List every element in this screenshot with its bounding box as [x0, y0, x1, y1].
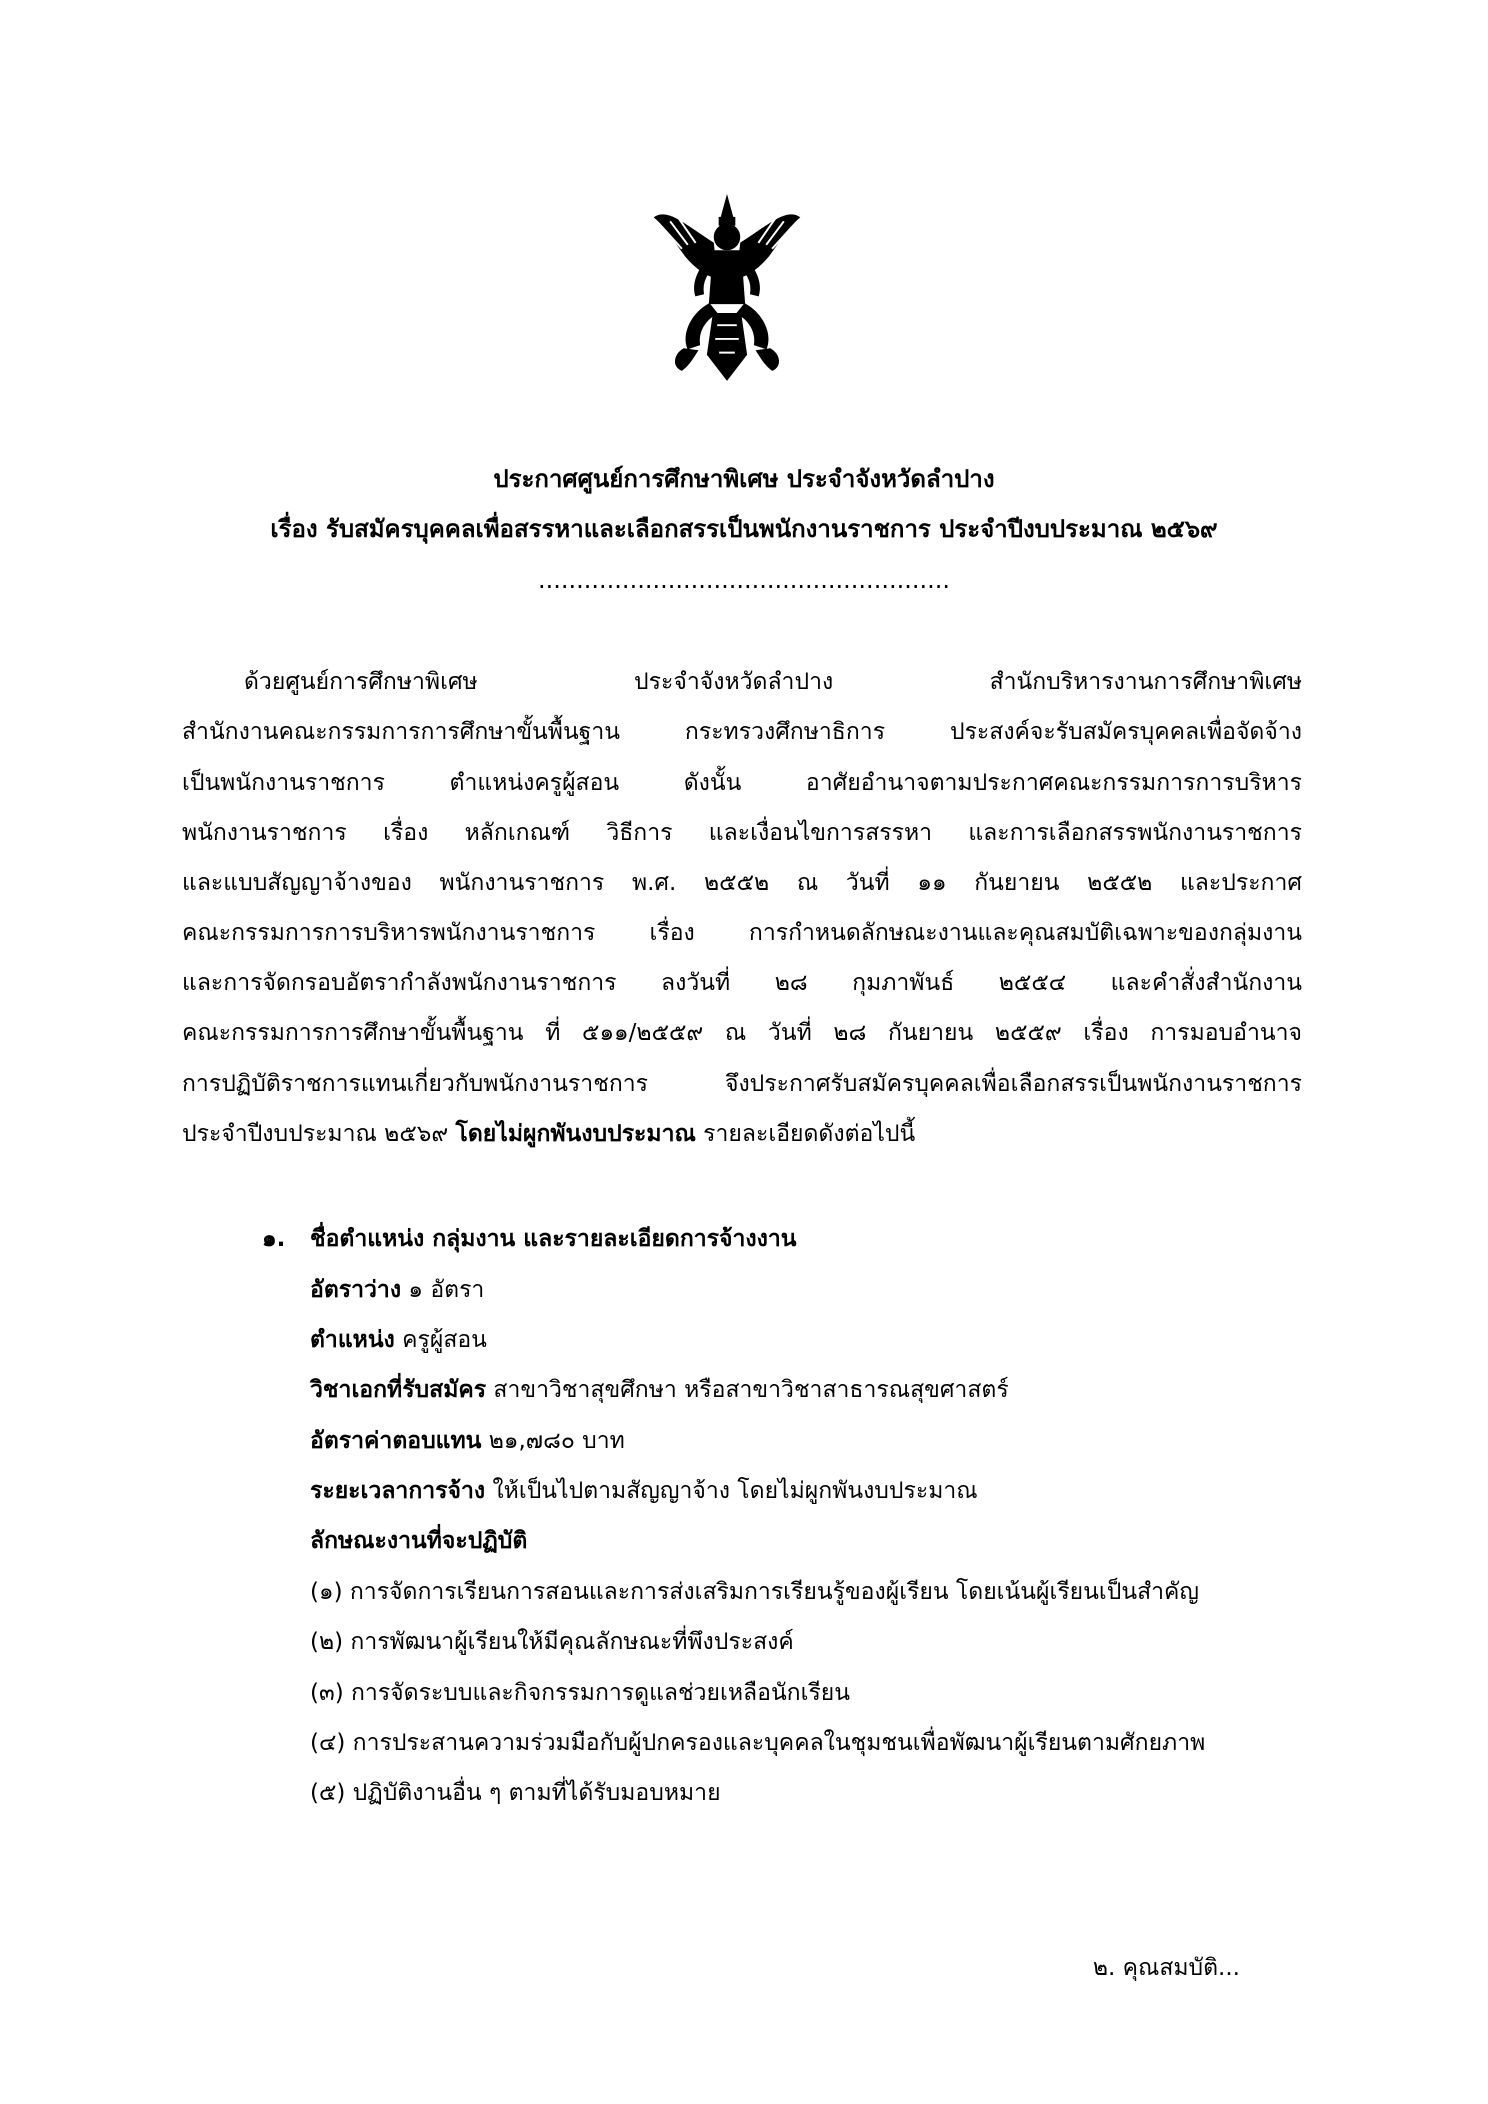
section-1-heading: ชื่อตำแหน่ง กลุ่มงาน และรายละเอียดการจ้างงาน [310, 1226, 797, 1252]
duty-item: (๔) การประสานความร่วมมือกับผู้ปกครองและบุคคลในชุมชนเพื่อพัฒนาผู้เรียนตามศักยภาพ [310, 1730, 1206, 1756]
duration-value: ให้เป็นไปตามสัญญาจ้าง โดยไม่ผูกพันงบประมาณ [485, 1478, 978, 1504]
garuda-emblem-icon [648, 188, 806, 384]
position-label: ตำแหน่ง [310, 1327, 395, 1353]
body-final-prefix: ประจำปีงบประมาณ ๒๕๖๙ [182, 1121, 456, 1147]
vacancy-label: อัตราว่าง [310, 1277, 402, 1303]
title-separator: ...................................................... [538, 566, 950, 594]
body-line: การปฏิบัติราชการแทนเกี่ยวกับพนักงานราชการ จึงประกาศรับสมัครบุคคลเพื่อเลือกสรรเป็นพนักงานราชการ [182, 1071, 1302, 1097]
body-final-bold: โดยไม่ผูกพันงบประมาณ [455, 1121, 696, 1147]
duty-item: (๓) การจัดระบบและกิจกรรมการดูแลช่วยเหลือนักเรียน [310, 1680, 851, 1706]
duty-item: (๑) การจัดการเรียนการสอนและการส่งเสริมการเรียนรู้ของผู้เรียน โดยเน้นผู้เรียนเป็นสำคัญ [310, 1579, 1200, 1605]
body-final-suffix: รายละเอียดดังต่อไปนี้ [695, 1121, 916, 1147]
body-line: คณะกรรมการการศึกษาขั้นพื้นฐาน ที่ ๕๑๑/๒๕๕๙ ณ วันที่ ๒๘ กันยายน ๒๕๕๙ เรื่อง การมอบอำนาจ [182, 1020, 1302, 1046]
duty-item: (๕) ปฏิบัติงานอื่น ๆ ตามที่ได้รับมอบหมาย [310, 1780, 721, 1806]
duration-label: ระยะเวลาการจ้าง [310, 1478, 486, 1504]
body-line: และแบบสัญญาจ้างของ พนักงานราชการ พ.ศ. ๒๕๕๒ ณ วันที่ ๑๑ กันยายน ๒๕๕๒ และประกาศ [182, 870, 1302, 896]
section-1-number: ๑. [262, 1226, 286, 1252]
salary-row [310, 1425, 625, 1457]
body-line: ด้วยศูนย์การศึกษาพิเศษ ประจำจังหวัดลำปาง สำนักบริหารงานการศึกษาพิเศษ [244, 669, 1302, 695]
vacancy-row [310, 1274, 484, 1306]
salary-label: อัตราค่าตอบแทน [310, 1428, 482, 1454]
duty-item: (๒) การพัฒนาผู้เรียนให้มีคุณลักษณะที่พึงประสงค์ [310, 1629, 794, 1655]
body-line: และการจัดกรอบอัตรากำลังพนักงานราชการ ลงวันที่ ๒๘ กุมภาพันธ์ ๒๕๕๔ และคำสั่งสำนักงาน [182, 970, 1302, 996]
major-label: วิชาเอกที่รับสมัคร [310, 1377, 487, 1403]
announcement-title: ประกาศศูนย์การศึกษาพิเศษ ประจำจังหวัดลำปาง [493, 465, 995, 493]
body-line-final [182, 1118, 1302, 1150]
page-continuation: ๒. คุณสมบัติ... [1092, 1955, 1240, 1981]
announcement-subject: เรื่อง รับสมัครบุคคลเพื่อสรรหาและเลือกสรรเป็นพนักงานราชการ ประจำปีงบประมาณ ๒๕๖๙ [270, 515, 1218, 543]
duration-row [310, 1475, 978, 1507]
vacancy-value: ๑ อัตรา [401, 1277, 485, 1303]
salary-value: ๒๑,๗๘๐ บาท [481, 1428, 625, 1454]
position-row [310, 1324, 487, 1356]
major-row [310, 1374, 1009, 1406]
body-line: เป็นพนักงานราชการ ตำแหน่งครูผู้สอน ดังนั้น อาศัยอำนาจตามประกาศคณะกรรมการการบริหาร [182, 770, 1302, 796]
major-value: สาขาวิชาสุขศึกษา หรือสาขาวิชาสาธารณสุขศาสตร์ [486, 1377, 1009, 1403]
body-line: พนักงานราชการ เรื่อง หลักเกณฑ์ วิธีการ และเงื่อนไขการสรรหา และการเลือกสรรพนักงานราชการ [182, 820, 1302, 846]
position-value: ครูผู้สอน [394, 1327, 487, 1353]
body-line: สำนักงานคณะกรรมการการศึกษาขั้นพื้นฐาน กระทรวงศึกษาธิการ ประสงค์จะรับสมัครบุคคลเพื่อจัดจ้าง [182, 719, 1302, 745]
body-line: คณะกรรมการการบริหารพนักงานราชการ เรื่อง การกำหนดลักษณะงานและคุณสมบัติเฉพาะของกลุ่มงาน [182, 920, 1302, 946]
duties-heading: ลักษณะงานที่จะปฏิบัติ [310, 1528, 528, 1554]
